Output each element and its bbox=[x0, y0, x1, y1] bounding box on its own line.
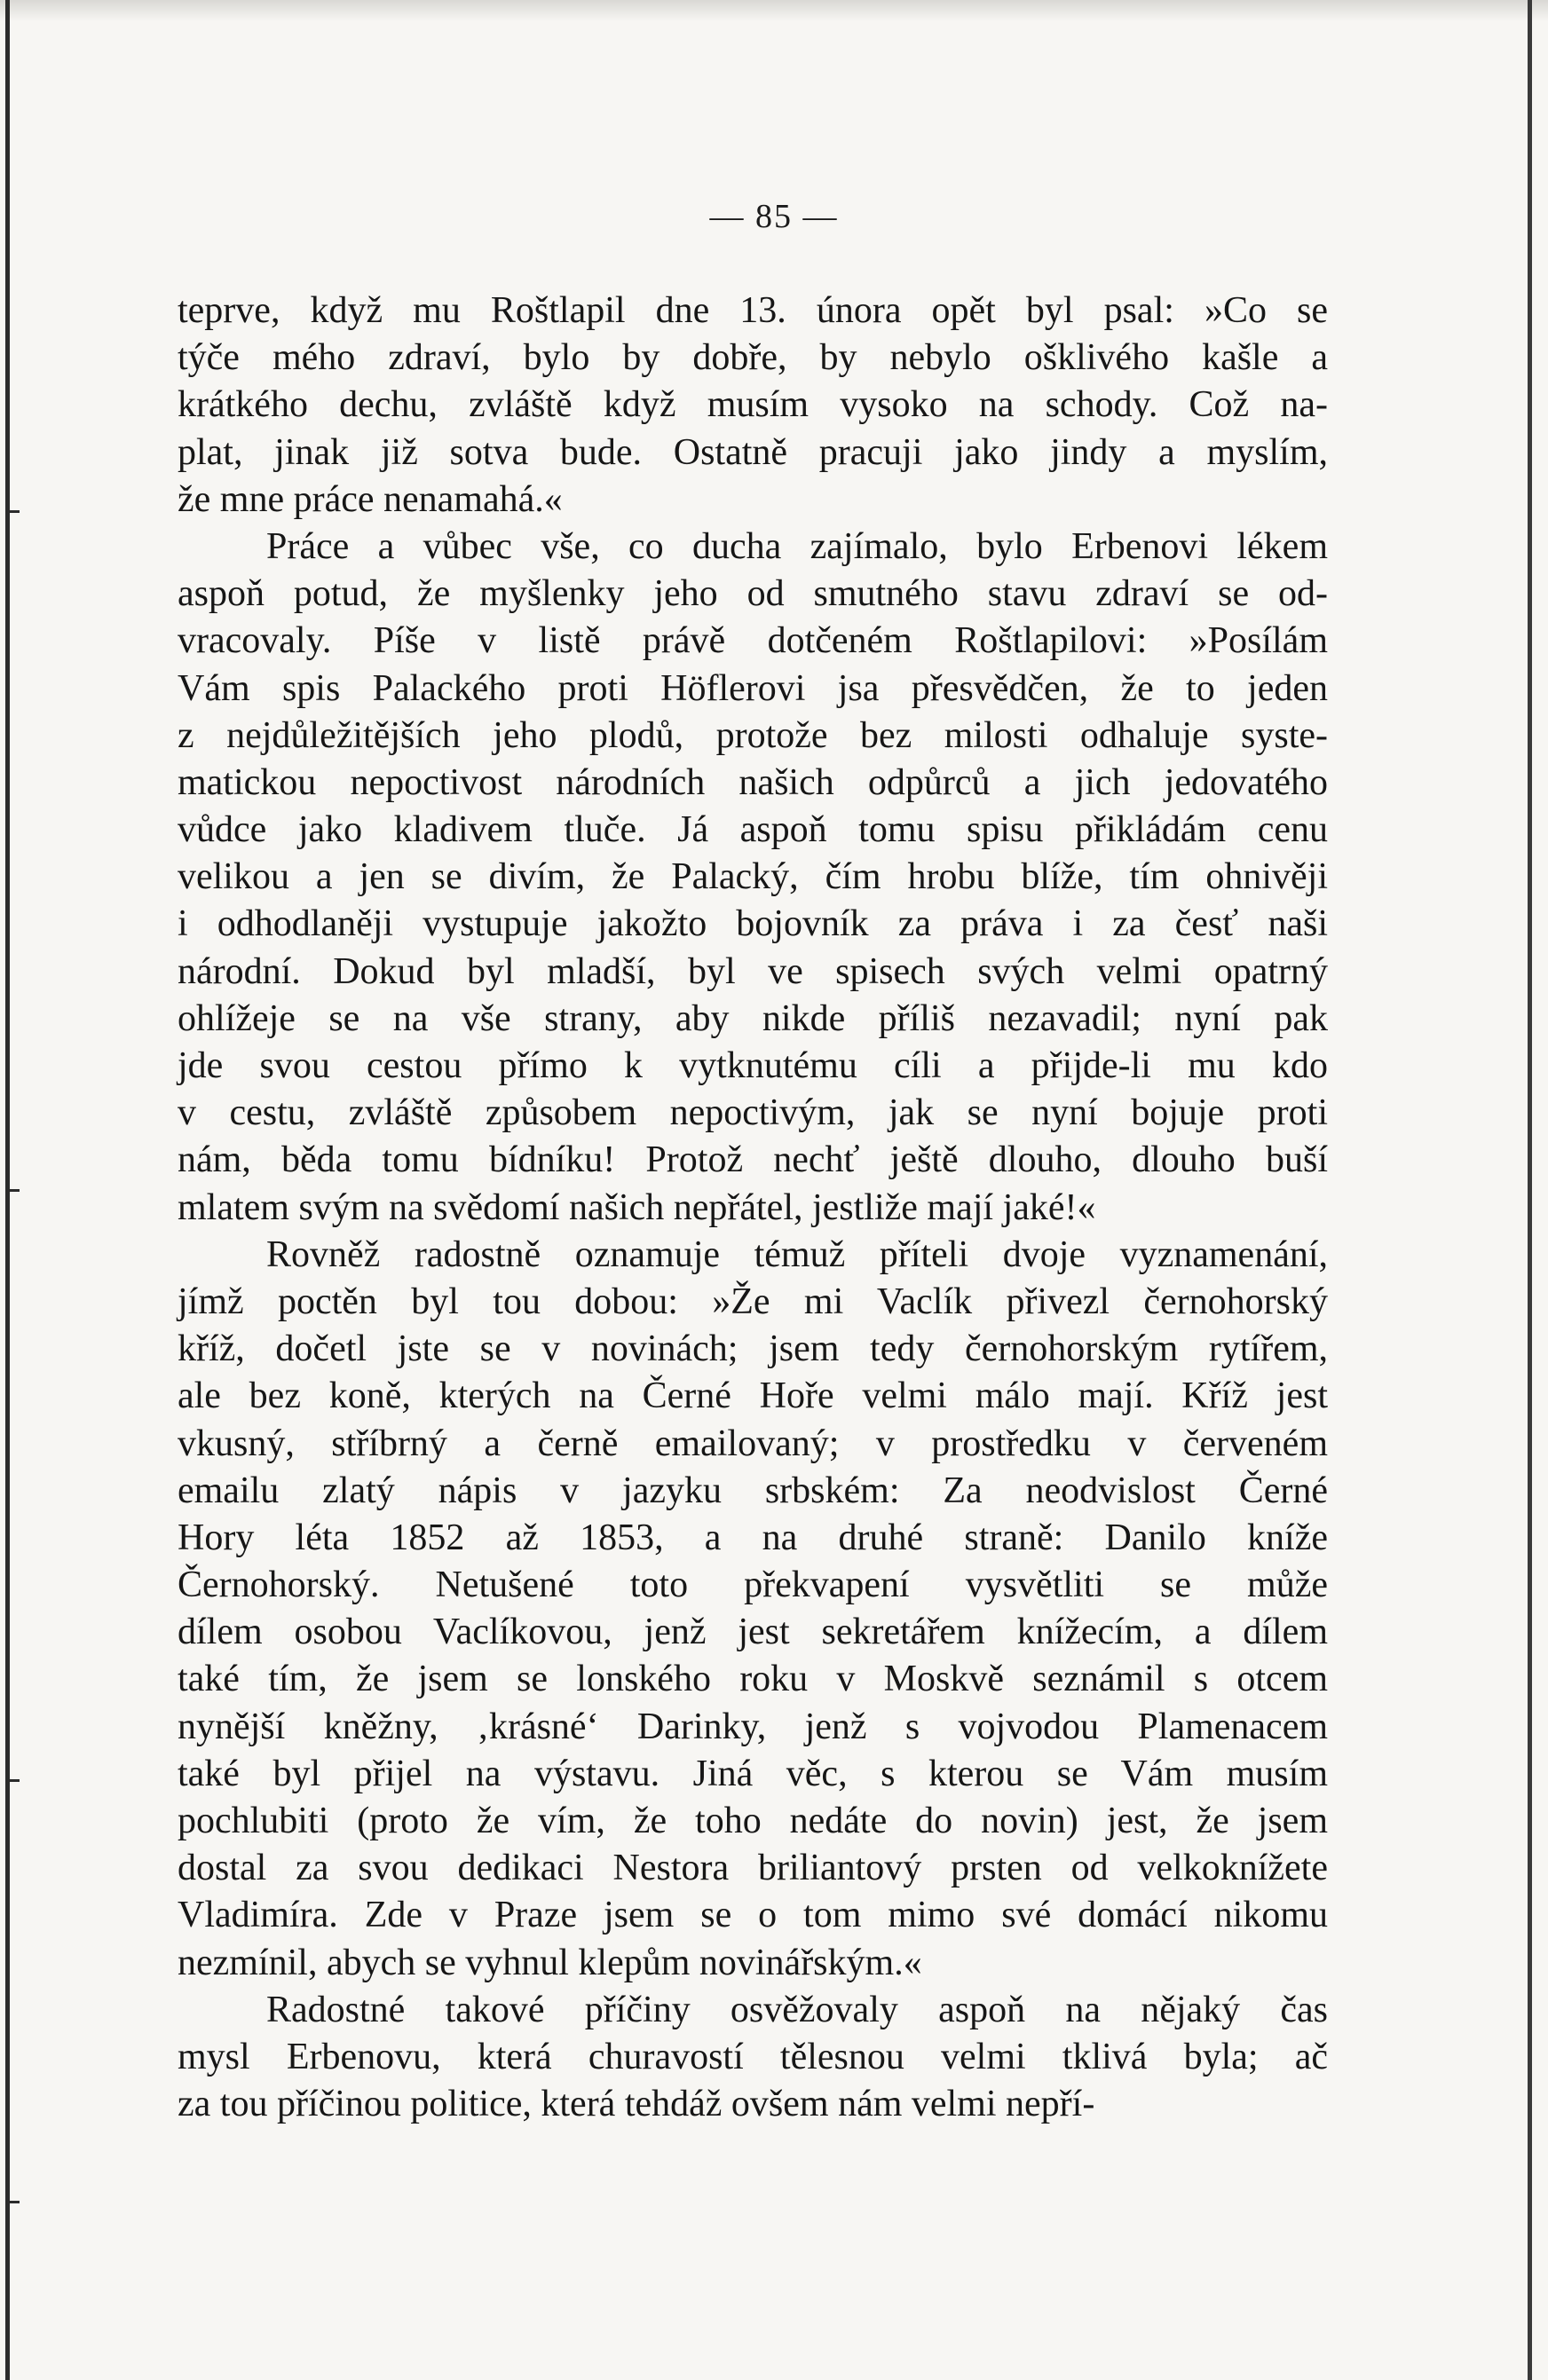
text-line: také tím, že jsem se lonského roku v Moskvě seznámil s otcem bbox=[178, 1659, 1328, 1700]
text-line: dílem osobou Vaclíkovou, jenž jest sekretářem knížecím, a dílem bbox=[178, 1612, 1328, 1653]
text-line: plat, jinak již sotva bude. Ostatně pracuji jako jindy a myslím, bbox=[178, 431, 1328, 473]
text-line: že mne práce nenamahá.« bbox=[178, 478, 563, 520]
text-line: i odhodlaněji vystupuje jakožto bojovník za práva i za česť naši bbox=[178, 903, 1328, 945]
margin-mark bbox=[7, 510, 20, 513]
text-line: vkusný, stříbrný a černě emailovaný; v prostředku v červeném bbox=[178, 1422, 1328, 1464]
page-number: — 85 — bbox=[709, 198, 839, 235]
text-line: ohlížeje se na vše strany, aby nikde příliš nezavadil; nyní pak bbox=[178, 997, 1328, 1039]
text-line: Práce a vůbec vše, co ducha zajímalo, bylo Erbenovi lékem bbox=[266, 525, 1328, 567]
text-line: ale bez koně, kterých na Černé Hoře velmi málo mají. Kříž jest bbox=[178, 1375, 1328, 1417]
text-line: jímž poctěn byl tou dobou: »Že mi Vaclík přivezl černohorský bbox=[178, 1281, 1328, 1322]
text-line: za tou příčinou politice, která tehdáž ovšem nám velmi nepří- bbox=[178, 2084, 1095, 2125]
text-line: teprve, když mu Roštlapil dne 13. února opět byl psal: »Co se bbox=[178, 290, 1328, 331]
text-line: matickou nepoctivost národních našich odpůrců a jich jedovatého bbox=[178, 761, 1328, 803]
paragraph bbox=[178, 524, 1328, 1232]
page-top-shadow bbox=[0, 0, 1548, 21]
text-line: Hory léta 1852 až 1853, a na druhé straně: Danilo kníže bbox=[178, 1517, 1328, 1558]
paragraph bbox=[178, 1232, 1328, 1987]
text-line: velikou a jen se divím, že Palacký, čím hrobu blíže, tím ohnivěji bbox=[178, 856, 1328, 898]
margin-mark bbox=[7, 1779, 20, 1782]
text-line: vracovaly. Píše v listě právě dotčeném Roštlapilovi: »Posílám bbox=[178, 620, 1328, 662]
text-line: aspoň potud, že myšlenky jeho od smutného stavu zdraví se od- bbox=[178, 573, 1328, 615]
text-line: Radostné takové příčiny osvěžovaly aspoň na nějaký čas bbox=[266, 1989, 1328, 2030]
text-line: dostal za svou dedikaci Nestora briliantový prsten od velkoknížete bbox=[178, 1848, 1328, 1889]
text-line: jde svou cestou přímo k vytknutému cíli a přijde-li mu kdo bbox=[178, 1045, 1328, 1086]
text-line: Černohorský. Netušené toto překvapení vysvětliti se může bbox=[178, 1564, 1328, 1606]
text-line: vůdce jako kladivem tluče. Já aspoň tomu spisu přikládám cenu bbox=[178, 809, 1328, 851]
text-line: emailu zlatý nápis v jazyku srbském: Za neodvislost Černé bbox=[178, 1470, 1328, 1511]
page-right-edge bbox=[1528, 0, 1532, 2380]
text-line: krátkého dechu, zvláště když musím vysoko na schody. Což na- bbox=[178, 384, 1328, 426]
margin-mark bbox=[7, 2201, 20, 2203]
text-line: pochlubiti (proto že vím, že toho nedáte do novin) jest, že jsem bbox=[178, 1801, 1328, 1841]
text-line: Rovněž radostně oznamuje témuž příteli dvoje vyznamenání, bbox=[266, 1233, 1328, 1275]
text-line: nynější kněžny, ‚krásné‘ Darinky, jenž s vojvodou Plamenacem bbox=[178, 1706, 1328, 1747]
text-line: také byl přijel na výstavu. Jiná věc, s kterou se Vám musím bbox=[178, 1753, 1328, 1794]
margin-mark bbox=[7, 1189, 20, 1192]
text-line: mysl Erbenovu, která churavostí tělesnou velmi tklivá byla; ač bbox=[178, 2036, 1328, 2077]
body-text bbox=[178, 288, 1328, 2128]
text-line: nám, běda tomu bídníku! Protož nechť ještě dlouho, dlouho buší bbox=[178, 1139, 1328, 1181]
paragraph bbox=[178, 288, 1328, 524]
text-line: mlatem svým na svědomí našich nepřátel, jestliže mají jaké!« bbox=[178, 1186, 1096, 1228]
paragraph bbox=[178, 1987, 1328, 2129]
text-line: Vladimíra. Zde v Praze jsem se o tom mimo své domácí nikomu bbox=[178, 1895, 1328, 1936]
text-line: nezmínil, abych se vyhnul klepům novinářským.« bbox=[178, 1942, 922, 1983]
text-line: v cestu, zvláště způsobem nepoctivým, jak se nyní bojuje proti bbox=[178, 1092, 1328, 1134]
text-line: kříž, dočetl jste se v novinách; jsem tedy černohorským rytířem, bbox=[178, 1328, 1328, 1370]
text-line: týče mého zdraví, bylo by dobře, by nebylo ošklivého kašle a bbox=[178, 337, 1328, 379]
text-line: z nejdůležitějších jeho plodů, protože bez milosti odhaluje syste- bbox=[178, 714, 1328, 756]
text-line: Vám spis Palackého proti Höflerovi jsa přesvědčen, že to jeden bbox=[178, 667, 1328, 709]
text-line: národní. Dokud byl mladší, byl ve spisech svých velmi opatrný bbox=[178, 950, 1328, 992]
